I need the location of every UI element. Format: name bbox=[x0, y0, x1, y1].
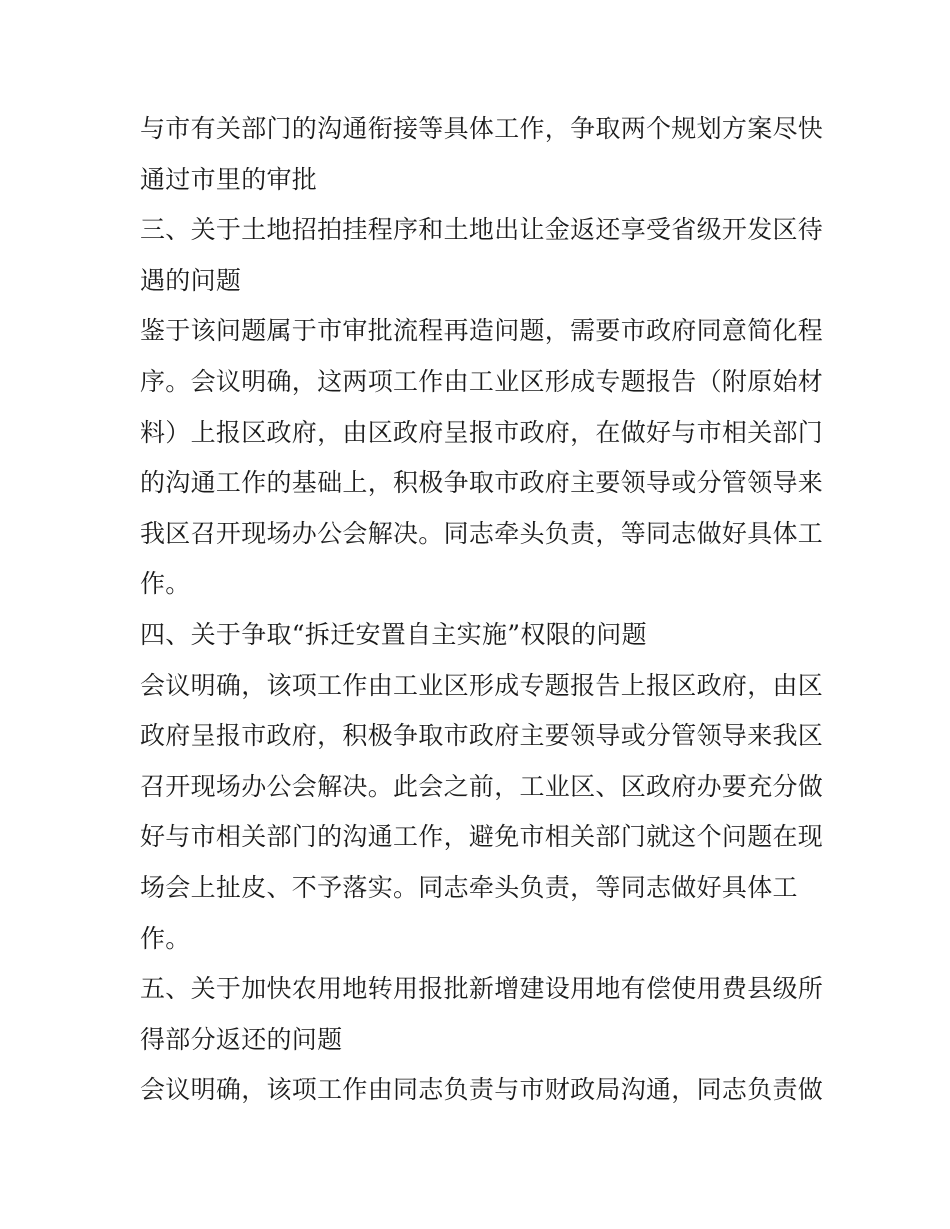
text-line-8: 的沟通工作的基础上，积极争取市政府主要领导或分管领导来 bbox=[140, 468, 824, 498]
section-heading-3: 三、关于土地招拍挂程序和土地出让金返还享受省级开发区待 bbox=[140, 215, 824, 245]
text-line-1: 与市有关部门的沟通衔接等具体工作，争取两个规划方案尽快 bbox=[140, 114, 824, 143]
text-line-5: 鉴于该问题属于市审批流程再造问题，需要市政府同意简化程 bbox=[140, 316, 824, 346]
section-heading-3-cont: 遇的问题 bbox=[140, 265, 242, 295]
document-body bbox=[140, 104, 824, 1116]
text-line-17: 作。 bbox=[140, 923, 191, 953]
text-line-2: 通过市里的审批 bbox=[140, 164, 318, 194]
text-line-20: 会议明确，该项工作由同志负责与市财政局沟通，同志负责做 bbox=[140, 1075, 824, 1105]
text-line-15: 好与市相关部门的沟通工作，避免市相关部门就这个问题在现 bbox=[140, 822, 824, 852]
section-heading-4: 四、关于争取“拆迁安置自主实施”权限的问题 bbox=[140, 619, 647, 649]
text-line-6: 序。会议明确，这两项工作由工业区形成专题报告（附原始材 bbox=[140, 366, 824, 396]
text-line-14: 召开现场办公会解决。此会之前，工业区、区政府办要充分做 bbox=[140, 771, 824, 801]
text-line-16: 场会上扯皮、不予落实。同志牵头负责，等同志做好具体工 bbox=[140, 872, 798, 902]
text-line-7: 料）上报区政府，由区政府呈报市政府，在做好与市相关部门 bbox=[140, 417, 824, 447]
text-line-10: 作。 bbox=[140, 569, 191, 599]
section-heading-5-cont: 得部分返还的问题 bbox=[140, 1024, 343, 1054]
text-line-9: 我区召开现场办公会解决。同志牵头负责，等同志做好具体工 bbox=[140, 518, 824, 548]
section-heading-5: 五、关于加快农用地转用报批新增建设用地有偿使用费县级所 bbox=[140, 974, 824, 1004]
text-line-13: 政府呈报市政府，积极争取市政府主要领导或分管领导来我区 bbox=[140, 721, 824, 751]
text-line-12: 会议明确，该项工作由工业区形成专题报告上报区政府，由区 bbox=[140, 670, 824, 700]
